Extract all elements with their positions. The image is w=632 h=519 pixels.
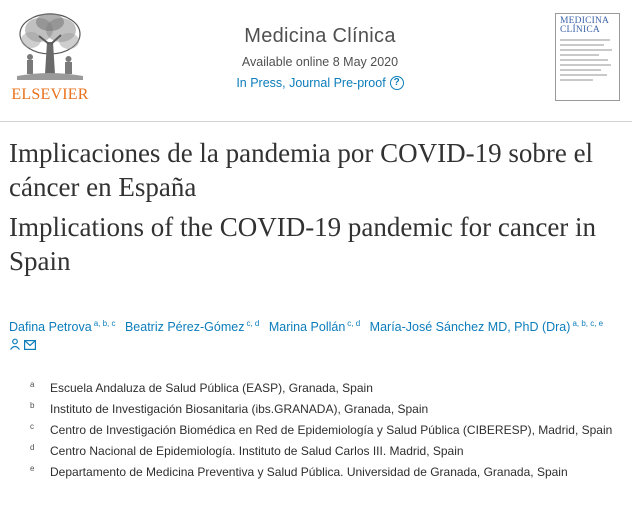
elsevier-wordmark: ELSEVIER xyxy=(11,86,89,103)
journal-info xyxy=(150,22,490,91)
corresponding-author-icons xyxy=(9,337,36,355)
header-divider xyxy=(0,121,632,122)
title-english: Implications of the COVID-19 pandemic for cancer in Spain xyxy=(9,212,597,276)
cover-title-line2: CLÍNICA xyxy=(560,25,600,35)
affiliation-item xyxy=(30,464,625,480)
elsevier-logo[interactable] xyxy=(9,10,91,102)
author-link[interactable]: Dafina Petrova $^{a, b, c}$ xyxy=(9,319,116,334)
journal-pre-proof-link[interactable]: In Press, Journal Pre-proof xyxy=(236,76,386,90)
journal-cover-thumbnail[interactable] xyxy=(555,13,620,101)
article-header xyxy=(0,0,632,112)
affiliation-label: c xyxy=(30,422,34,431)
affiliation-label: b xyxy=(30,401,35,410)
person-icon[interactable] xyxy=(9,337,21,355)
affiliation-label: a xyxy=(30,380,35,389)
affiliation-text: Departamento de Medicina Preventiva y Salud Pública. Universidad de Granada, Granada, Spain xyxy=(50,465,568,479)
affiliation-text: Instituto de Investigación Biosanitaria (ibs.GRANADA), Granada, Spain xyxy=(50,402,429,416)
author-affiliation-sup: c, d xyxy=(347,319,361,328)
affiliation-item xyxy=(30,380,625,396)
article-titles xyxy=(9,136,624,278)
affiliation-item xyxy=(30,443,625,459)
affiliation-text: Centro Nacional de Epidemiología. Instituto de Salud Carlos III. Madrid, Spain xyxy=(50,444,464,458)
tree-logo-icon xyxy=(9,10,91,86)
author-link[interactable]: Marina Pollán $^{c, d}$ xyxy=(268,319,361,334)
author-link[interactable]: María-José Sánchez MD, PhD (Dra) $^{a, b, c, e}$ xyxy=(369,319,604,334)
affiliation-item xyxy=(30,401,625,417)
author-link[interactable]: Beatriz Pérez-Gómez $^{c, d}$ xyxy=(124,319,260,334)
author-affiliation-sup: a, b, c, e xyxy=(572,319,604,328)
affiliation-label: d xyxy=(30,443,35,452)
journal-title-link[interactable]: Medicina Clínica xyxy=(244,25,396,47)
affiliation-label: e xyxy=(30,464,35,473)
author-affiliation-sup: c, d xyxy=(246,319,260,328)
author-affiliation-sup: a, b, c xyxy=(93,319,116,328)
cover-title-line1: MEDICINA xyxy=(560,16,610,26)
affiliations-list xyxy=(30,380,625,485)
title-spanish: Implicaciones de la pandemia por COVID-19 sobre el cáncer en España xyxy=(9,138,594,202)
author-list xyxy=(9,315,627,336)
available-online-date: Available online 8 May 2020 xyxy=(241,55,399,69)
help-icon[interactable]: ? xyxy=(390,76,404,90)
article-status xyxy=(150,75,490,91)
affiliation-item xyxy=(30,422,625,438)
affiliation-text: Centro de Investigación Biomédica en Red de Epidemiología y Salud Pública (CIBERESP), Madrid, Spain xyxy=(50,423,613,437)
email-icon[interactable] xyxy=(24,337,36,355)
cover-text-lines xyxy=(560,39,615,81)
affiliation-text: Escuela Andaluza de Salud Pública (EASP), Granada, Spain xyxy=(50,381,373,395)
